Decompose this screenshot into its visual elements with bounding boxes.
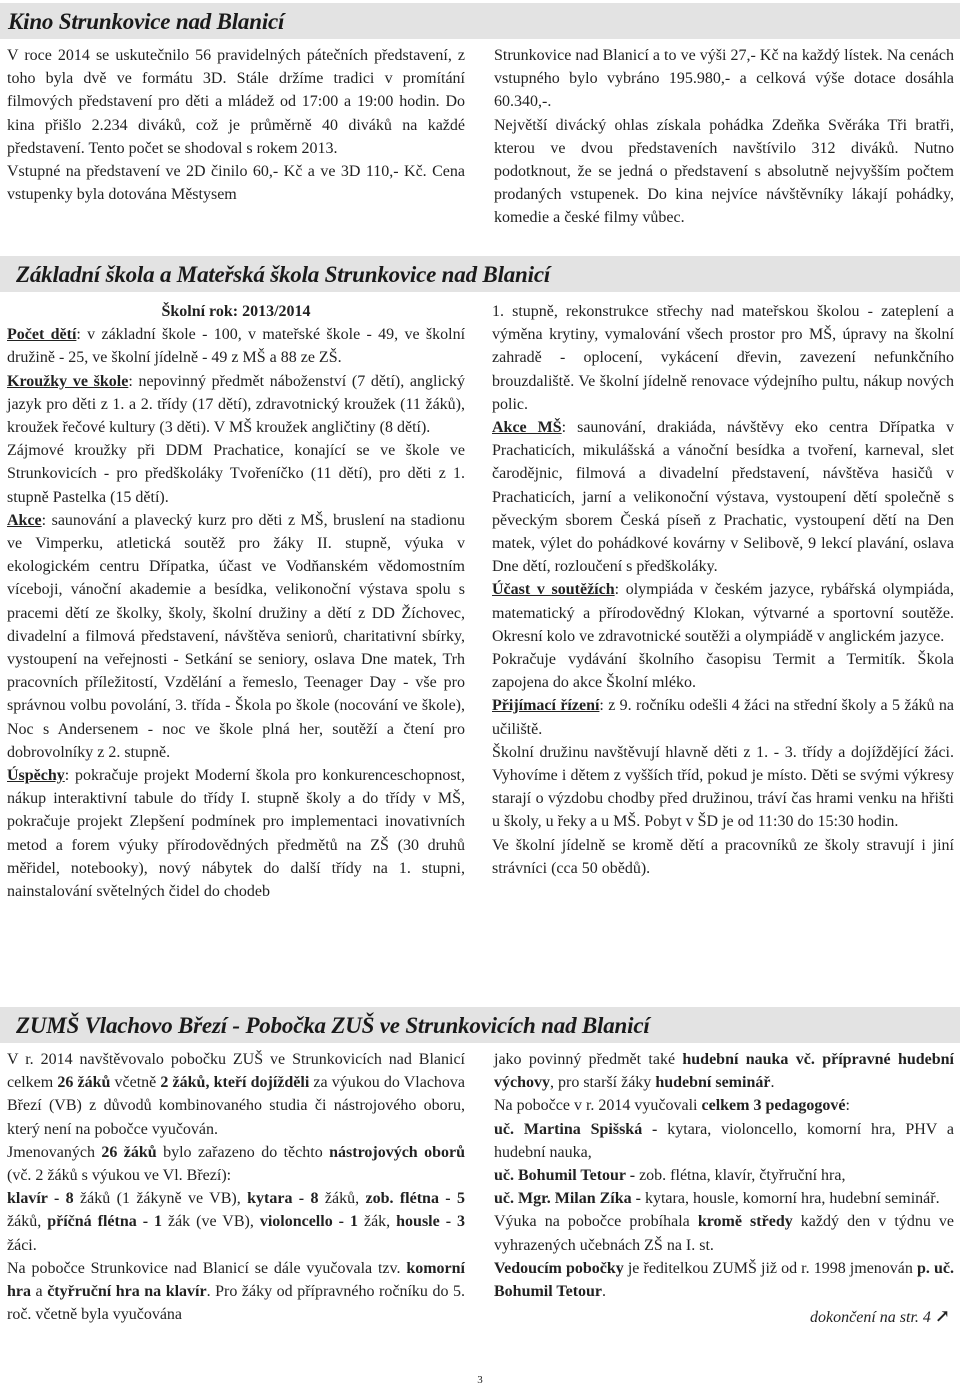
zus-paragraph-instruments [7, 1187, 465, 1257]
continued-text: dokončení na str. 4 [810, 1309, 931, 1327]
bold-text: kromě středy [697, 1213, 793, 1231]
bold-text: příčná flétna - 1 [47, 1213, 162, 1231]
text: žáci. [7, 1236, 37, 1254]
akce-label: Akce [7, 511, 42, 529]
krouzky-text: : nepovinný předmět náboženství (7 dětí), anglický jazyk pro děti z 1. a 2. třídy (17 dětí), zdravotnický kroužek (11 žáků), kroužek řečové kultury (3 děti). V MŠ kroužek angličtiny (8 dětí). [7, 372, 466, 437]
bold-text: violoncello - 1 [259, 1213, 358, 1231]
teacher-zika [494, 1187, 954, 1210]
text: Jmenovaných [7, 1143, 102, 1161]
bold-text: 26 žáků [101, 1143, 157, 1161]
text: Na pobočce Strunkovice nad Blanicí se dále vyučovala tzv. [7, 1259, 407, 1277]
bold-text: kytara - 8 [247, 1190, 319, 1208]
uspechy-label: Úspěchy [7, 767, 65, 785]
text: Na pobočce v r. 2014 vyučovali [494, 1097, 702, 1115]
pocet-paragraph [7, 323, 465, 369]
akce-ms-label: Akce MŠ [492, 419, 562, 437]
text: jako povinný předmět také [494, 1051, 683, 1068]
uspechy-text: : pokračuje projekt Moderní škola pro konkurenceschopnost, nákup interaktivní tabule do třídy I. stupně školy a do třídy v MŠ, pokračuje projekt Zlepšení podmínek pro implementaci inovativních metod a forem výuky přírodovědných předmětů na ZŠ (30 druhů měřidel, notebooky), nový nábytek do další třídy na 1. stupni, nainstalování světelných čidel do chodeb [7, 767, 465, 901]
teacher-name: uč. Bohumil Tetour - [494, 1167, 636, 1185]
text: žák (ve VB), [162, 1213, 260, 1231]
text: Výuka na pobočce probíhala [494, 1213, 698, 1231]
teacher-spisska [494, 1118, 954, 1164]
zus-left-column [7, 1048, 465, 1326]
zus-paragraph-obory [7, 1141, 465, 1187]
bold-text: p. uč. Bohumil Tetour [494, 1259, 954, 1301]
bold-text: celkem 3 pedagogové [701, 1097, 846, 1115]
zs-left-column [7, 300, 465, 903]
text: včetně [110, 1074, 161, 1092]
continued-note [494, 1305, 954, 1329]
zus-paragraph-pedagogove [494, 1094, 954, 1117]
teacher-name: uč. Mgr. Milan Zíka - [494, 1190, 641, 1208]
prijimaci-text: : z 9. ročníku odešli 4 žáci na střední školy a 5 žáků na učiliště. [492, 697, 954, 738]
kino-left-column [7, 44, 465, 206]
akce-text: : saunování a plavecký kurz pro děti z MŠ, bruslení na stadionu ve Vimperku, atletická soutěž pro žáky II. stupně, výuka v ekologickém centru Dřípatka, účast ve Vodňanském vědomostním víceboji, vánoční akademie a besídka, velikonoční výstava spolu s pracemi dětí ze školky, školy, školní družiny a dětí z DD Žíchovec, divadelní a filmová představení, návštěva seniorů, charitativní sbírky, vystoupení na veřejnosti - Setkání se seniory, oslava Dne matek, Trh pracovních příležitostí, Vzdělání a řemeslo, Teenager Day - vše pro správnou volbu povolání, 3. třída - Škola po škole (nocování ve škole), Noc s Andersenem - noc ve škole plná her, soutěží a čtení pro dobrovolníky z 2. stupně. [7, 511, 465, 761]
zus-paragraph-vedouci [494, 1257, 954, 1303]
bold-text: Vedoucím pobočky [494, 1259, 624, 1277]
prijimaci-paragraph [492, 694, 954, 740]
bold-text: nástrojových oborů [329, 1143, 466, 1161]
bold-text: komorní hra [7, 1259, 465, 1301]
text: každý den v týdnu ve vyhrazených učebnách ZŠ na I. st. [494, 1213, 954, 1254]
page-number: 3 [477, 1374, 483, 1386]
bold-text: housle - 3 [396, 1213, 466, 1231]
uspechy-paragraph [7, 764, 465, 903]
text: žák, [357, 1213, 397, 1231]
text: je ředitelkou ZUMŠ již od r. 1998 jmenován [623, 1259, 917, 1277]
text: : [845, 1097, 850, 1115]
kino-paragraph: Vstupné na představení ve 2D činilo 60,- Kč a ve 3D 110,- Kč. Cena vstupenky byla dotována Městysem [7, 163, 465, 204]
ddm-paragraph: Zájmové kroužky při DDM Prachatice, konající se ve škole ve Strunkovicích - pro předškoláky Tvořeníčko (11 dětí), pro děti z 1. stupně Pastelka (15 dětí). [7, 442, 465, 506]
bold-text: hudební seminář [655, 1074, 771, 1092]
teacher-subjects: zob. flétna, klavír, čtyřruční hra, [635, 1167, 846, 1185]
zus-header-band [0, 1007, 960, 1043]
text: a [31, 1283, 48, 1301]
text: . Pro žáky od přípravného ročníku do 5. roč. včetně byla vyučována [7, 1283, 466, 1324]
prijimaci-label: Přijímací řízení [492, 697, 600, 715]
akce-ms-paragraph [492, 416, 954, 578]
druzina-paragraph: Školní družinu navštěvují hlavně děti z 1. - 3. třídy a dojíždějící žáci. Vyhovíme i dětem z vyšších tříd, pokud je místo. Děti se svými výkresy starají o výzdobu chodby před družinou, tráví čas hrami venku na hřišti u školy, u řeky a u MŠ. Pobyt v ŠD je od 11:30 do 15:30 hodin. [492, 743, 954, 831]
krouzky-label: Kroužky ve škole [7, 372, 129, 390]
zus-right-column [494, 1048, 954, 1329]
zus-paragraph-nauka [494, 1048, 954, 1094]
kino-paragraph: Největší divácký ohlas získala pohádka Zdeňka Svěráka Tři bratři, kterou ve dvou představeních navštívilo 312 diváků. Nutno podotknout, že se jedná o představení s absolutně nejvyšším počtem prodaných vstupenek. Do kina nejvíce návštěvníky lákají pohádky, komedie a české filmy vůbec. [494, 116, 954, 227]
zs-title: Základní škola a Mateřská škola Strunkovice nad Blanicí [16, 262, 551, 287]
jidelna-paragraph: Ve školní jídelně se kromě dětí a pracovníků ze školy stravují i jiní strávníci (cca 50 obědů). [492, 836, 954, 877]
pocet-label: Počet dětí [7, 326, 77, 344]
text: bylo zařazeno do těchto [156, 1143, 330, 1161]
text: V r. 2014 navštěvovalo pobočku ZUŠ ve Strunkovicích nad Blanicí celkem [7, 1051, 465, 1092]
bold-text: hudební nauka vč. přípravné hudební výchovy [494, 1051, 954, 1092]
krouzky-paragraph [7, 370, 465, 440]
text: . [602, 1283, 607, 1301]
kino-right-column [494, 44, 954, 230]
akce-ms-text: : saunování, drakiáda, návštěvy eko centra Dřípatka v Prachaticích, mikulášská a vánoční besídka a tvoření, karneval, slet čarodějnic, filmová a divadelní představení, návštěva hasičů v Prachaticích, jarní a velikonoční výstava, vystoupení dětí společně s pěveckým sborem Česká píseň z Prachatic, vystoupení dětí na Den matek, výlet do pohádkové kovárny v Selibově, 9 lekcí plavání, oslava Dne dětí, rozloučení s předškoláky. [492, 419, 955, 576]
zus-paragraph-students [7, 1048, 465, 1141]
ucast-text: : olympiáda v českém jazyce, rybářská olympiáda, matematický a přírodovědný Klokan, výtvarné a sportovní soutěže. Okresní kolo ve zdravotnické soutěži a olympiádě v anglickém jazyce. [492, 581, 954, 645]
teacher-subjects: kytara, housle, komorní hra, hudební seminář. [640, 1190, 940, 1208]
kino-paragraph: Strunkovice nad Blanicí a to ve výši 27,- Kč na každý lístek. Na cenách vstupného bylo vybráno 195.980,- a celková výše dotace dosáhla 60.340,-. [494, 47, 954, 111]
text: . [770, 1074, 775, 1092]
rekonstrukce-paragraph: 1. stupně, rekonstrukce střechy nad mateřskou školou - zateplení a výměna krytiny, vymalování všech prostor pro MŠ, úpravy na školní zahradě - oplocení, vykácení dřevin, zavezení nefunkčního brouzdaliště. Ve školní jídelně renovace výdejního pultu, nákup nových polic. [492, 303, 954, 413]
arrow-up-right-icon: ↗ [934, 1306, 950, 1327]
teacher-name: uč. Martina Spišská - [494, 1120, 658, 1138]
bold-text: 26 žáků [57, 1074, 111, 1092]
bold-text: 2 žáků, kteří dojížděli [160, 1074, 310, 1092]
teacher-tetour [494, 1164, 954, 1187]
akce-paragraph [7, 509, 465, 764]
bold-text: klavír - 8 [7, 1190, 74, 1208]
zs-header-band [0, 256, 960, 292]
ucast-label: Účast v soutěžích [492, 581, 615, 599]
pocet-text: : v základní škole - 100, v mateřské škole - 49, ve školní družině - 25, ve školní jídelně - 49 z MŠ a 88 ze ZŠ. [7, 326, 466, 367]
zus-paragraph-vyuka [494, 1210, 954, 1256]
kino-paragraph: V roce 2014 se uskutečnilo 56 pravidelných pátečních představení, z toho byla dvě ve formátu 3D. Stále držíme tradici v promítání filmových představení pro děti a mládež od 17:00 a 19:00 hodin. Do kina přišlo 2.234 diváků, což je průměrně 40 diváků na každé představení. Tento počet se shodoval s rokem 2013. [7, 47, 465, 157]
bold-text: čtyřruční hra na klavír [47, 1283, 207, 1301]
school-year: Školní rok: 2013/2014 [161, 303, 311, 320]
text: , pro starší žáky [550, 1074, 656, 1092]
teacher-subjects: kytara, violoncello, komorní hra, PHV a hudební nauka, [494, 1120, 954, 1161]
text: žáků, [318, 1190, 366, 1208]
zs-right-column [492, 300, 954, 880]
termit-paragraph: Pokračuje vydávání školního časopisu Termit a Termitík. Škola zapojena do akce Školní mléko. [492, 651, 954, 692]
zus-title: ZUMŠ Vlachovo Březí - Pobočka ZUŠ ve Strunkovicích nad Blanicí [16, 1013, 650, 1038]
text: žáků (1 žákyně ve VB), [73, 1190, 248, 1208]
kino-title: Kino Strunkovice nad Blanicí [8, 9, 285, 34]
kino-header-band [0, 3, 960, 39]
text: (vč. 2 žáků s výukou ve Vl. Březí): [7, 1167, 232, 1185]
ucast-paragraph [492, 578, 954, 648]
zus-paragraph-komorni [7, 1257, 465, 1327]
bold-text: zob. flétna - 5 [365, 1190, 466, 1208]
text: žáků, [7, 1213, 48, 1231]
text: za výukou do Vlachova Březí (VB) z důvodů kombinovaného studia či nástrojového oboru, který není na pobočce vyučován. [7, 1074, 466, 1138]
